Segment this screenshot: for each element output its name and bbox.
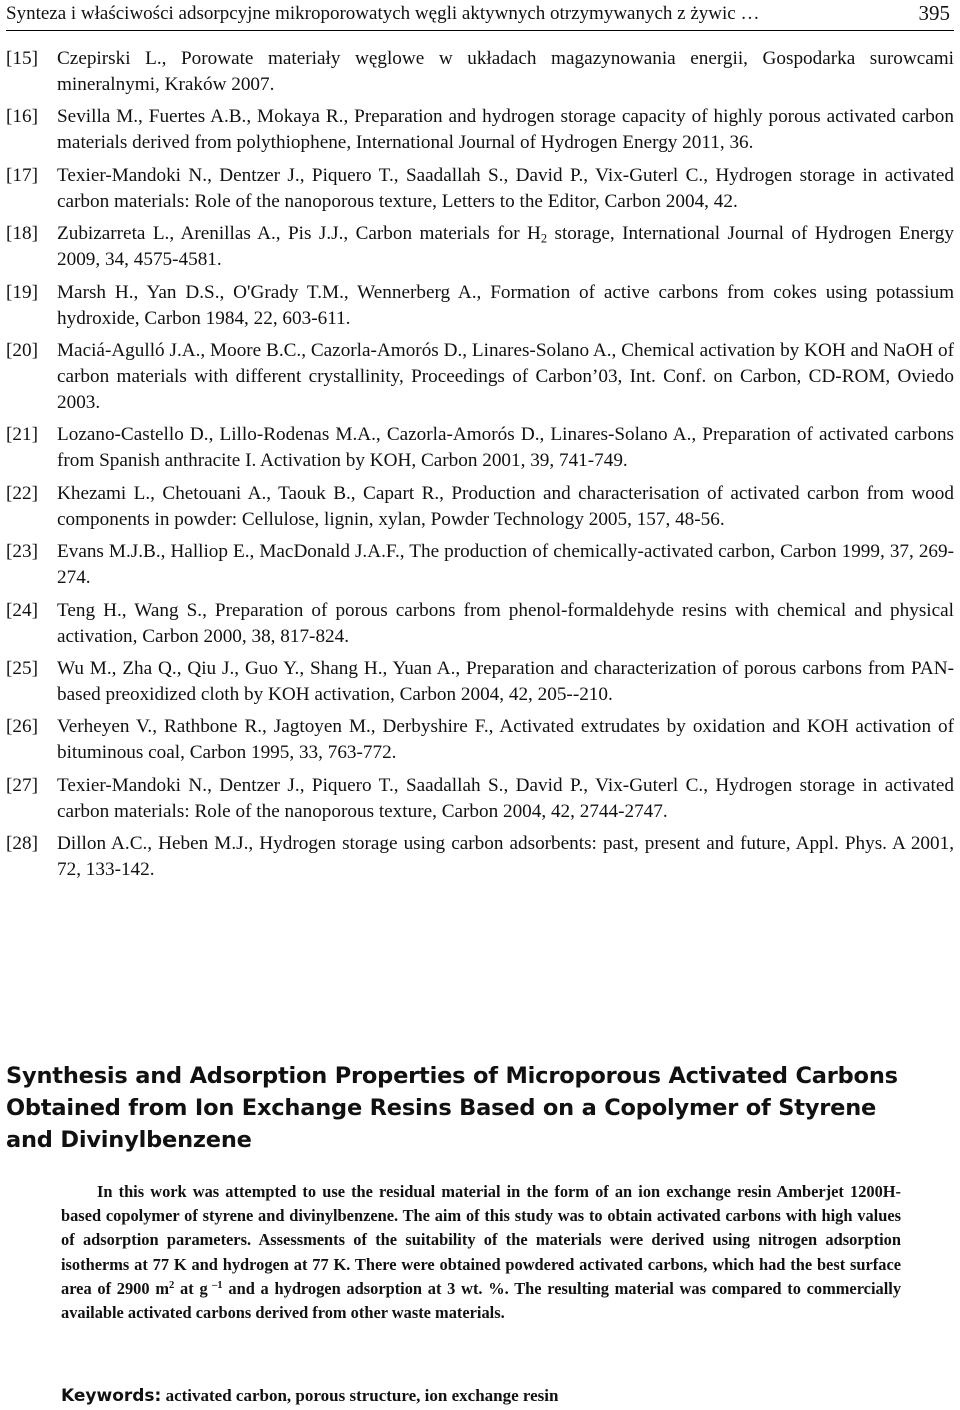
reference-number: [25] — [6, 657, 38, 679]
subscript: 2 — [540, 231, 548, 246]
reference-item — [6, 773, 954, 825]
reference-number: [21] — [6, 424, 38, 446]
reference-item — [6, 714, 954, 766]
reference-text: Marsh H., Yan D.S., O'Grady T.M., Wennerberg A., Formation of active carbons from cokes using potassium hydroxide, Carbon 1984, 22, 603-611. — [57, 281, 954, 329]
reference-number: [27] — [6, 774, 38, 796]
reference-list — [6, 46, 954, 889]
reference-item — [6, 338, 954, 416]
reference-item — [6, 656, 954, 708]
abstract — [61, 1180, 901, 1325]
reference-text: Khezami L., Chetouani A., Taouk B., Capart R., Production and characterisation of activated carbon from wood components in powder: Cellulose, lignin, xylan, Powder Technology 2005, 157, 48-56. — [57, 482, 954, 530]
abstract-text: at g — [174, 1278, 208, 1298]
reference-text: Sevilla M., Fuertes A.B., Mokaya R., Preparation and hydrogen storage capacity of highly porous activated carbon materials derived from polythiophene, International Journal of Hydrogen Energy 2011, 36. — [57, 106, 954, 154]
reference-text: Lozano-Castello D., Lillo-Rodenas M.A., Cazorla-Amorós D., Linares-Solano A., Preparation of activated carbons from Spanish anthracite I. Activation by KOH, Carbon 2001, 39, 741-749. — [57, 424, 954, 472]
keywords — [61, 1384, 901, 1408]
article-title-line: Obtained from Ion Exchange Resins Based on a Copolymer of Styrene — [6, 1095, 877, 1121]
reference-item — [6, 163, 954, 215]
running-title: Synteza i właściwości adsorpcyjne mikroporowatych węgli aktywnych otrzymywanych z żywic … — [6, 3, 760, 24]
reference-number: [15] — [6, 48, 38, 69]
reference-number: [24] — [6, 599, 38, 621]
reference-text-part: Zubizarreta L., Arenillas A., Pis J.J., Carbon materials for H — [57, 223, 541, 245]
reference-item — [6, 539, 954, 591]
reference-text: Maciá-Agulló J.A., Moore B.C., Cazorla-Amorós D., Linares-Solano A., Chemical activation by KOH and NaOH of carbon materials with different crystallinity, Proceedings of Carbon’03, Int. Conf. on Carbon, CD-ROM, Oviedo 2003. — [57, 339, 954, 413]
reference-text: Texier-Mandoki N., Dentzer J., Piquero T., Saadallah S., David P., Vix-Guterl C., Hydrogen storage in activated carbon materials: Role of the nanoporous texture, Carbon 2004, 42, 2744-2747. — [57, 774, 954, 822]
reference-number: [18] — [6, 223, 38, 245]
reference-text: Evans M.J.B., Halliop E., MacDonald J.A.F., The production of chemically-activated carbon, Carbon 1999, 37, 269-274. — [57, 541, 954, 589]
keywords-text: activated carbon, porous structure, ion exchange resin — [161, 1386, 559, 1405]
reference-item — [6, 481, 954, 533]
reference-number: [19] — [6, 281, 38, 303]
reference-number: [23] — [6, 541, 38, 563]
reference-number: [28] — [6, 833, 38, 855]
reference-item — [6, 46, 954, 98]
reference-text — [57, 221, 954, 273]
article-title — [6, 1060, 936, 1156]
reference-item — [6, 422, 954, 474]
article-title-line: Synthesis and Adsorption Properties of Microporous Activated Carbons — [6, 1063, 898, 1089]
article-title-line: and Divinylbenzene — [6, 1127, 252, 1153]
reference-number: [22] — [6, 482, 38, 504]
reference-number: [26] — [6, 716, 38, 738]
superscript: –1 — [207, 1279, 223, 1291]
reference-number: [16] — [6, 106, 38, 128]
superscript: 2 — [168, 1279, 175, 1291]
reference-text-part: storage, International Journal of Hydrogen Energy 2009, 34, 4575-4581. — [57, 223, 954, 271]
reference-text: Dillon A.C., Heben M.J., Hydrogen storage using carbon adsorbents: past, present and future, Appl. Phys. A 2001, 72, 133-142. — [57, 833, 954, 881]
reference-item — [6, 280, 954, 332]
abstract-text: and a hydrogen adsorption at 3 wt. %. The resulting material was compared to commercially available activated carbons derived from other waste materials. — [61, 1278, 902, 1323]
abstract-text: In this work was attempted to use the residual material in the form of an ion exchange resin Amberjet 1200H-based copolymer of styrene and divinylbenzene. The aim of this study was to obtain activated carbons with high values of adsorption parameters. Assessments of the suitability of the materials were derived using nitrogen adsorption isotherms at 77 K and hydrogen at 77 K. There were obtained powdered activated carbons, which had the best surface area of 2900 m — [61, 1182, 901, 1298]
reference-item — [6, 221, 954, 273]
reference-item — [6, 104, 954, 156]
reference-text: Verheyen V., Rathbone R., Jagtoyen M., Derbyshire F., Activated extrudates by oxidation and KOH activation of bituminous coal, Carbon 1995, 33, 763-772. — [57, 716, 954, 764]
reference-text: Texier-Mandoki N., Dentzer J., Piquero T., Saadallah S., David P., Vix-Guterl C., Hydrogen storage in activated carbon materials: Role of the nanoporous texture, Letters to the Editor, Carbon 2004, 42. — [57, 164, 954, 212]
reference-text: Czepirski L., Porowate materiały węglowe w układach magazynowania energii, Gospodarka surowcami mineralnymi, Kraków 2007. — [57, 48, 954, 95]
reference-number: [20] — [6, 339, 38, 361]
reference-number: [17] — [6, 164, 38, 186]
page-number: 395 — [918, 1, 950, 25]
reference-text: Wu M., Zha Q., Qiu J., Guo Y., Shang H., Yuan A., Preparation and characterization of porous carbons from PAN-based preoxidized cloth by KOH activation, Carbon 2004, 42, 205--210. — [57, 657, 954, 705]
running-header — [6, 0, 954, 31]
reference-text: Teng H., Wang S., Preparation of porous carbons from phenol-formaldehyde resins with chemical and physical activation, Carbon 2000, 38, 817-824. — [57, 599, 954, 647]
reference-item — [6, 831, 954, 883]
reference-item — [6, 598, 954, 650]
keywords-label: Keywords: — [61, 1386, 162, 1406]
